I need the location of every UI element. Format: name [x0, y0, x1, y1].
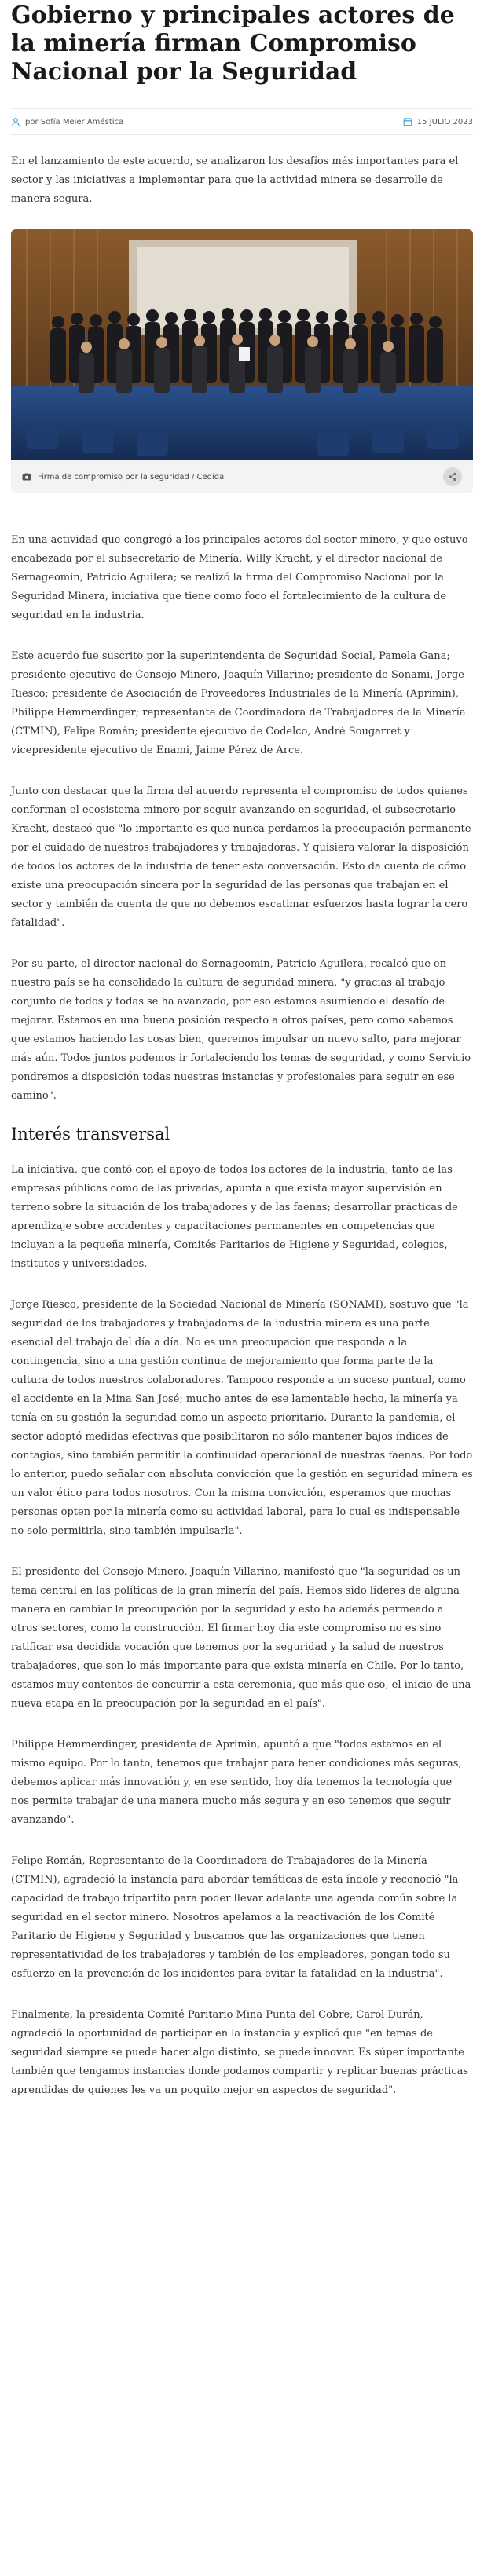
- article-paragraph: Junto con destacar que la firma del acuerdo representa el compromiso de todos quienes conforman el ecosistema minero por seguir avanzando en seguridad, el subsecretario Kracht, destacó que "lo importante es que nunca perdamos la preocupación permanente por el cuidado de nuestros trabajadores y trabajadoras. Y quisiera valorar la disposición de todos los actores de la industria de tener esta conversación. Esto da cuenta de cómo existe una preocupación sincera por la seguridad de las personas que trabajan en el sector y también da cuenta de que no debemos escatimar esfuerzos hasta lograr la cero fatalidad".: [11, 785, 471, 929]
- article-figure: [11, 229, 473, 493]
- article-meta: [11, 108, 473, 135]
- article-paragraph: La iniciativa, que contó con el apoyo de todos los actores de la industria, tanto de las empresas públicas como de las privadas, apunta a que exista mayor supervisión en terreno sobre la situación de los trabajadores y de las faenas; desarrollar prácticas de aprendizaje sobre accidentes y capacitaciones permanentes en competencias que incluyan a la pequeña minería, Comités Paritarios de Higiene y Seguridad, colegios, institutos y universidades.: [11, 1164, 458, 1270]
- calendar-icon: [403, 117, 412, 126]
- publish-date: 15 JULIO 2023: [416, 117, 473, 126]
- article-paragraph: Felipe Román, Representante de la Coordinadora de Trabajadores de la Minería (CTMIN), agradeció la instancia para abordar temáticas de esta índole y reconoció "la capacidad de trabajo tripartito para poder llevar adelante una agenda común sobre la seguridad en el sector minero. Nosotros apelamos a la reactivación de los Comité Paritario de Higiene y Seguridad y buscamos que las organizaciones que tienen representatividad de los trabajadores y también de los empleadores, pongan todo su esfuerzo en la prevención de los incidentes para evitar la fatalidad en la industria".: [11, 1855, 459, 1980]
- section-heading: Interés transversal: [11, 1125, 170, 1143]
- author-meta: [11, 117, 123, 126]
- article-paragraph: Jorge Riesco, presidente de la Sociedad Nacional de Minería (SONAMI), sostuvo que "la seguridad de los trabajadores y trabajadoras de la industria minera es una parte esencial del trabajo del día a día. No es una preocupación que responda a la contingencia, sino a una gestión continua de mejoramiento que forma parte de la cultura de todos nuestros colaboradores. Tampoco responde a un suceso puntual, como el accidente en la Mina San José; mucho antes de ese lamentable hecho, la minería ya tenía en su gestión la seguridad como un aspecto prioritario. Durante la pandemia, el sector adoptó medidas efectivas que posibilitaron no sólo mantener bajos índices de contagios, sino también permitir la continuidad operacional de nuestras faenas. Por todo lo anterior, puedo señalar con absoluta convicción que la gestión en seguridad minera es un valor ético para todos nosotros. Con la misma convicción, esperamos que muchas personas opten por la minería como su actividad laboral, para lo cual es indispensable no solo permitirla, sino también impulsarla".: [11, 1299, 473, 1537]
- article-paragraph: Finalmente, la presidenta Comité Paritario Mina Punta del Cobre, Carol Durán, agradeció la oportunidad de participar en la instancia y explicó que "en temas de seguridad siempre se puede hacer algo distinto, se puede innovar. Es súper importante también que tengamos instancias donde podamos compartir y replicar buenas prácticas aprendidas de quienes les va un poquito mejor en aspectos de seguridad".: [11, 2009, 469, 2096]
- article-photo: [11, 229, 473, 460]
- article-paragraph: El presidente del Consejo Minero, Joaquín Villarino, manifestó que "la seguridad es un tema central en las políticas de la gran minería del país. Hemos sido líderes de alguna manera en cambiar la preocupación por la seguridad y esto ha además permeado a otros sectores, como la construcción. El firmar hoy día este compromiso no es sino ratificar esa decidida vocación que tenemos por la seguridad y la salud de nuestros trabajadores, que son lo más importante para que exista minería en Chile. Por lo tanto, estamos muy contentos de concurrir a esta ceremonia, que más que eso, el inicio de una nueva etapa en la preocupación por la seguridad en el país".: [11, 1566, 471, 1710]
- date-meta: [403, 117, 473, 126]
- article-lead: En el lanzamiento de este acuerdo, se analizaron los desafíos más importantes para el sector y las iniciativas a implementar para que la actividad minera se desarrolle de manera segura.: [11, 156, 459, 205]
- image-caption: [22, 473, 224, 481]
- share-icon: [448, 472, 457, 481]
- article-title: Gobierno y principales actores de la minería firman Compromiso Nacional por la Seguridad: [11, 2, 455, 86]
- share-button[interactable]: [443, 467, 462, 486]
- article-body: [11, 531, 473, 2100]
- camera-icon: [22, 473, 31, 481]
- image-caption-text: Firma de compromiso por la seguridad / Cedida: [38, 472, 225, 481]
- author-name[interactable]: por Sofía Meier Améstica: [25, 117, 124, 126]
- article-paragraph: Philippe Hemmerdinger, presidente de Aprimin, apuntó a que "todos estamos en el mismo equipo. Por lo tanto, tenemos que trabajar para tener condiciones más seguras, debemos aplicar más innovación y, en ese sentido, hoy día tenemos la tecnología que nos permite trabajar de una manera mucho más segura y en eso tenemos que seguir avanzando".: [11, 1739, 462, 1826]
- image-caption-bar: [11, 460, 473, 493]
- article-paragraph: Por su parte, el director nacional de Sernageomin, Patricio Aguilera, recalcó que en nuestro país se ha consolidado la cultura de seguridad minera, "y gracias al trabajo conjunto de todos y todas se ha avanzado, por eso estamos asumiendo el desafío de mejorar. Estamos en una buena posición respecto a otros países, pero como sabemos que estamos haciendo las cosas bien, queremos impulsar un nuevo salto, para mejorar más aún. Todos juntos podemos ir fortaleciendo los temas de seguridad, y como Servicio pondremos a disposición todas nuestras instancias y profesionales para seguir en ese camino".: [11, 958, 471, 1102]
- article-paragraph: En una actividad que congregó a los principales actores del sector minero, y que estuvo encabezada por el subsecretario de Minería, Willy Kracht, y el director nacional de Sernageomin, Patricio Aguilera; se realizó la firma del Compromiso Nacional por la Seguridad Minera, iniciativa que tiene como foco el fortalecimiento de la cultura de seguridad en la industria.: [11, 534, 468, 621]
- user-icon: [11, 117, 20, 126]
- article-paragraph: Este acuerdo fue suscrito por la superintendenta de Seguridad Social, Pamela Gana; presidente ejecutivo de Consejo Minero, Joaquín Villarino; presidente de Sonami, Jorge Riesco; presidente de Asociación de Proveedores Industriales de la Minería (Aprimin), Philippe Hemmerdinger; representante de Coordinadora de Trabajadores de la Minería (CTMIN), Felipe Román; presidente ejecutivo de Codelco, André Sougarret y vicepresidente ejecutivo de Enami, Jaime Pérez de Arce.: [11, 650, 466, 756]
